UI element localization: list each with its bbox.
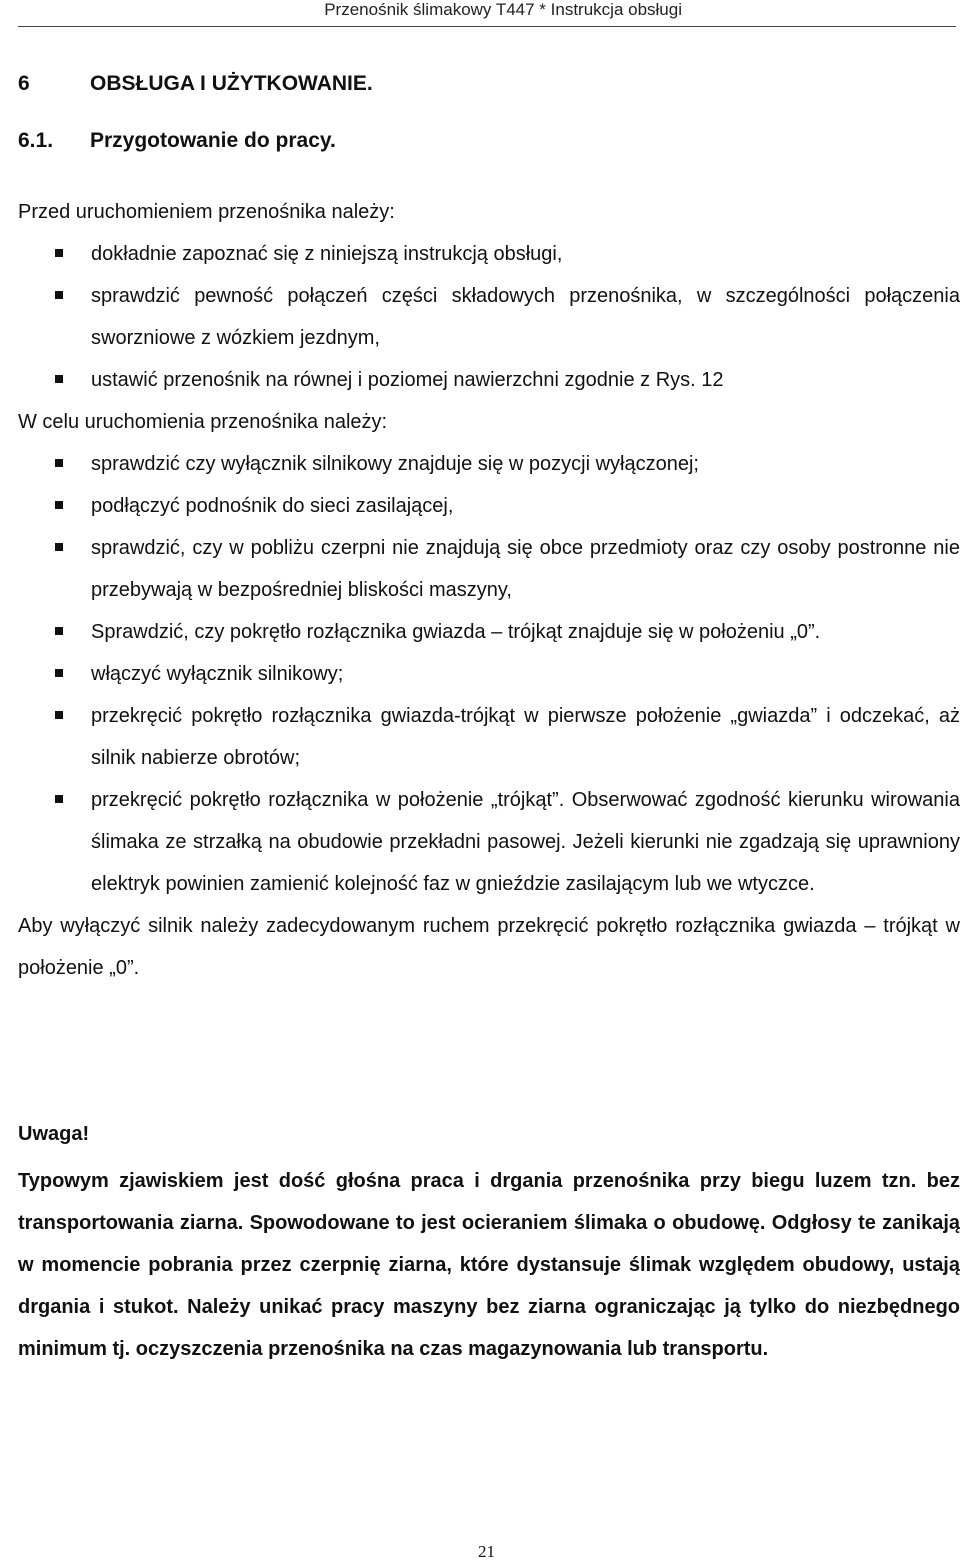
bullet-icon: [55, 375, 63, 383]
list-item-text: sprawdzić, czy w pobliżu czerpni nie znajdują się obce przedmioty oraz czy osoby postronne nie przebywają w bezpośredniej bliskości maszyny,: [91, 537, 960, 601]
list-item-text: podłączyć podnośnik do sieci zasilającej,: [91, 495, 454, 517]
before-start-list: [18, 233, 960, 401]
subsection-heading: [18, 129, 336, 153]
startup-list: [18, 443, 960, 905]
warning-body: Typowym zjawiskiem jest dość głośna praca i drgania przenośnika przy biegu luzem tzn. bez transportowania ziarna. Spowodowane to jest ocieraniem ślimaka o obudowę. Odgłosy te zanikają w momencie pobrania przez czerpnię ziarna, które dystansuje ślimak względem obudowy, ustają drgania i stukot. Należy unikać pracy maszyny bez ziarna ograniczając ją tylko do niezbędnego minimum tj. oczyszczenia przenośnika na czas magazynowania lub transportu.: [18, 1170, 960, 1360]
list-item: [18, 485, 960, 527]
section-title: OBSŁUGA I UŻYTKOWANIE.: [90, 72, 373, 95]
list-item-text: przekręcić pokrętło rozłącznika gwiazda-trójkąt w pierwsze położenie „gwiazda” i odczekać, aż silnik nabierze obrotów;: [91, 705, 960, 769]
bullet-icon: [55, 627, 63, 635]
bullet-icon: [55, 459, 63, 467]
bullet-icon: [55, 795, 63, 803]
list-item-text: sprawdzić pewność połączeń części składowych przenośnika, w szczególności połączenia sworzniowe z wózkiem jezdnym,: [91, 285, 960, 349]
page-header-title: Przenośnik ślimakowy T447 * Instrukcja obsługi: [324, 0, 682, 19]
list-item: [18, 359, 960, 401]
bullet-icon: [55, 291, 63, 299]
bullet-icon: [55, 711, 63, 719]
section-number: 6: [18, 72, 30, 95]
list-item: [18, 275, 960, 359]
page-number: 21: [478, 1542, 495, 1561]
list-item-text: przekręcić pokrętło rozłącznika w położenie „trójkąt”. Obserwować zgodność kierunku wirowania ślimaka ze strzałką na obudowie przekładni pasowej. Jeżeli kierunki nie zgadzają się uprawniony elektryk powinien zamienić kolejność faz w gnieździe zasilającym lub we wtyczce.: [91, 789, 960, 895]
list-item: [18, 695, 960, 779]
intro-before-start: Przed uruchomieniem przenośnika należy:: [18, 201, 395, 223]
list-item-text: włączyć wyłącznik silnikowy;: [91, 663, 344, 685]
list-item-text: sprawdzić czy wyłącznik silnikowy znajduje się w pozycji wyłączonej;: [91, 453, 699, 475]
intro-startup: W celu uruchomienia przenośnika należy:: [18, 411, 388, 433]
section-heading: [18, 72, 373, 96]
list-item: [18, 653, 960, 695]
bullet-icon: [55, 543, 63, 551]
header-rule: [18, 26, 956, 27]
list-item-text: Sprawdzić, czy pokrętło rozłącznika gwiazda – trójkąt znajduje się w położeniu „0”.: [91, 621, 821, 643]
subsection-number: 6.1.: [18, 129, 54, 152]
list-item-text: dokładnie zapoznać się z niniejszą instrukcją obsługi,: [91, 243, 563, 265]
warning-title: Uwaga!: [18, 1123, 90, 1145]
bullet-icon: [55, 669, 63, 677]
list-item: [18, 443, 960, 485]
preparation-block: [18, 191, 960, 989]
list-item: [18, 233, 960, 275]
bullet-icon: [55, 249, 63, 257]
list-item: [18, 527, 960, 611]
list-item: [18, 611, 960, 653]
bullet-icon: [55, 501, 63, 509]
shutdown-paragraph: Aby wyłączyć silnik należy zadecydowanym ruchem przekręcić pokrętło rozłącznika gwiazda – trójkąt w położenie „0”.: [18, 915, 960, 979]
list-item-text: ustawić przenośnik na równej i poziomej nawierzchni zgodnie z Rys. 12: [91, 369, 724, 391]
list-item: [18, 779, 960, 905]
subsection-title: Przygotowanie do pracy.: [90, 129, 336, 152]
